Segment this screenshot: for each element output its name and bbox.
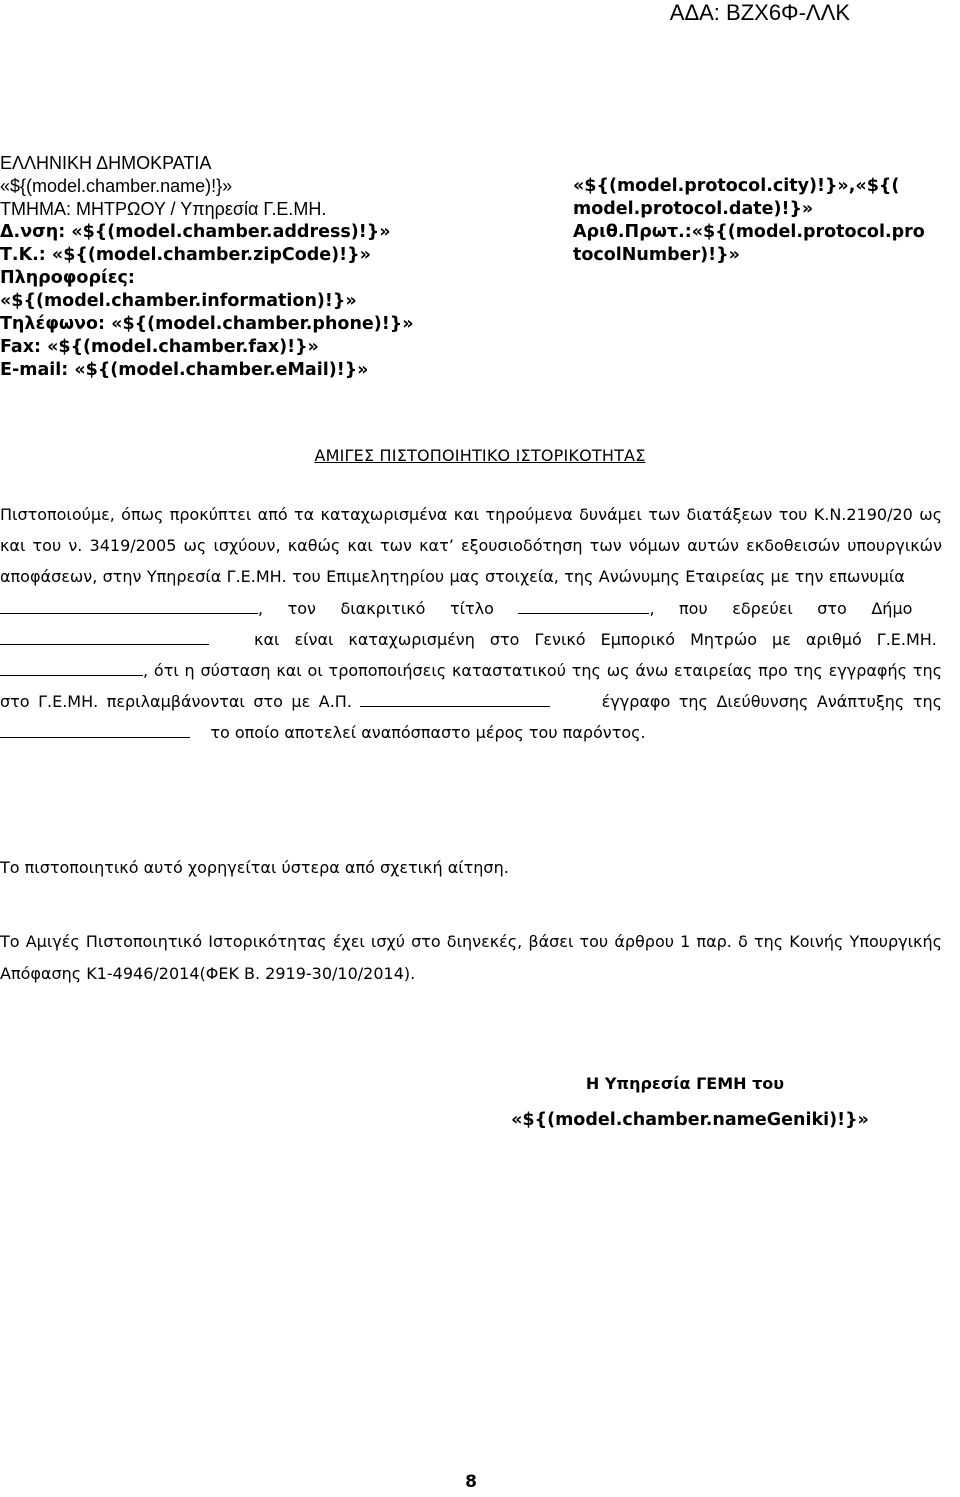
body-text-1: Πιστοποιούμε, όπως προκύπτει από τα καταχωρισμένα και τηρούμενα δυνάμει των διατάξεων του Κ.Ν.2190/20 ως και του ν. 3419/2005 ως ισχύουν, καθώς και των κατ’ εξουσιοδότηση των νόμων αυτών εκδοθεισών υπουργικών αποφάσεων, στην Υπηρεσία Γ.Ε.ΜΗ. του Επιμελητηρίου μας στοιχεία, της Ανώνυμης Εταιρείας με την επωνυμία bbox=[0, 505, 942, 587]
email: E-mail: «${(model.chamber.eMail)!}» bbox=[0, 360, 369, 380]
protocol-blank bbox=[360, 689, 550, 707]
information-value: «${(model.chamber.information)!}» bbox=[0, 291, 357, 311]
body-text-2: , τον διακριτικό τίτλο bbox=[258, 598, 494, 618]
body-text-6: έγγραφο της Διεύθυνσης Ανάπτυξης της bbox=[601, 692, 942, 712]
body-text-5: , ότι η σύσταση και οι τροποποιήσεις καταστατικού της ως άνω εταιρείας προ της εγγραφής της στο Γ.Ε.ΜΗ. περιλαμβάνονται στο με Α.Π. bbox=[0, 661, 942, 712]
sender-block bbox=[0, 152, 470, 382]
company-name-blank bbox=[0, 596, 258, 614]
phone: Τηλέφωνο: «${(model.chamber.phone)!}» bbox=[0, 314, 414, 334]
protocol-number: tocolNumber)!}» bbox=[573, 245, 740, 265]
page-number: 8 bbox=[465, 1472, 477, 1492]
municipality-blank bbox=[0, 627, 209, 645]
fax: Fax: «${(model.chamber.fax)!}» bbox=[0, 337, 319, 357]
body-text-4: και είναι καταχωρισμένη στο Γενικό Εμπορικό Μητρώο με αριθμό Γ.Ε.ΜΗ. bbox=[254, 629, 937, 649]
address: Δ.νση: «${(model.chamber.address)!}» bbox=[0, 222, 391, 242]
body-text-3: , που εδρεύει στο Δήμο bbox=[649, 598, 913, 618]
directorate-blank bbox=[0, 720, 190, 738]
ada-code: ΑΔΑ: ΒΖΧ6Φ-ΛΛΚ bbox=[669, 0, 850, 25]
signature-chamber: «${(model.chamber.nameGeniki)!}» bbox=[511, 1110, 869, 1130]
country-name: ΕΛΛΗΝΙΚΗ ΔΗΜΟΚΡΑΤΙΑ bbox=[0, 153, 212, 173]
department: ΤΜΗΜΑ: ΜΗΤΡΩΟΥ / Υπηρεσία Γ.Ε.ΜΗ. bbox=[0, 199, 327, 219]
gemi-number-blank bbox=[0, 658, 143, 676]
information-label: Πληροφορίες: bbox=[0, 268, 135, 288]
signature-title: Η Υπηρεσία ΓΕΜΗ του bbox=[585, 1074, 785, 1093]
protocol-date: model.protocol.date)!}» bbox=[573, 199, 814, 219]
body-text-7: το οποίο αποτελεί αναπόσπαστο μέρος του παρόντος. bbox=[210, 723, 646, 743]
zip-code: Τ.Κ.: «${(model.chamber.zipCode)!}» bbox=[0, 245, 371, 265]
chamber-name: «${(model.chamber.name)!}» bbox=[0, 176, 233, 196]
distinctive-title-blank bbox=[518, 596, 649, 614]
protocol-city: «${(model.protocol.city)!}»,«${( bbox=[573, 176, 900, 196]
protocol-block bbox=[573, 175, 957, 267]
document-title: ΑΜΙΓΕΣ ΠΙΣΤΟΠΟΙΗΤΙΚΟ ΙΣΤΟΡΙΚΟΤΗΤΑΣ bbox=[314, 446, 646, 465]
issuance-note: Το πιστοποιητικό αυτό χορηγείται ύστερα από σχετική αίτηση. bbox=[0, 858, 509, 877]
protocol-number-label: Αριθ.Πρωτ.:«${(model.protocol.pro bbox=[573, 222, 925, 242]
certificate-body bbox=[0, 499, 942, 749]
validity-note: Το Αμιγές Πιστοποιητικό Ιστορικότητας έχει ισχύ στο διηνεκές, βάσει του άρθρου 1 παρ. δ της Κοινής Υπουργικής Απόφασης Κ1-4946/2014(ΦΕΚ Β. 2919-30/10/2014). bbox=[0, 932, 942, 983]
